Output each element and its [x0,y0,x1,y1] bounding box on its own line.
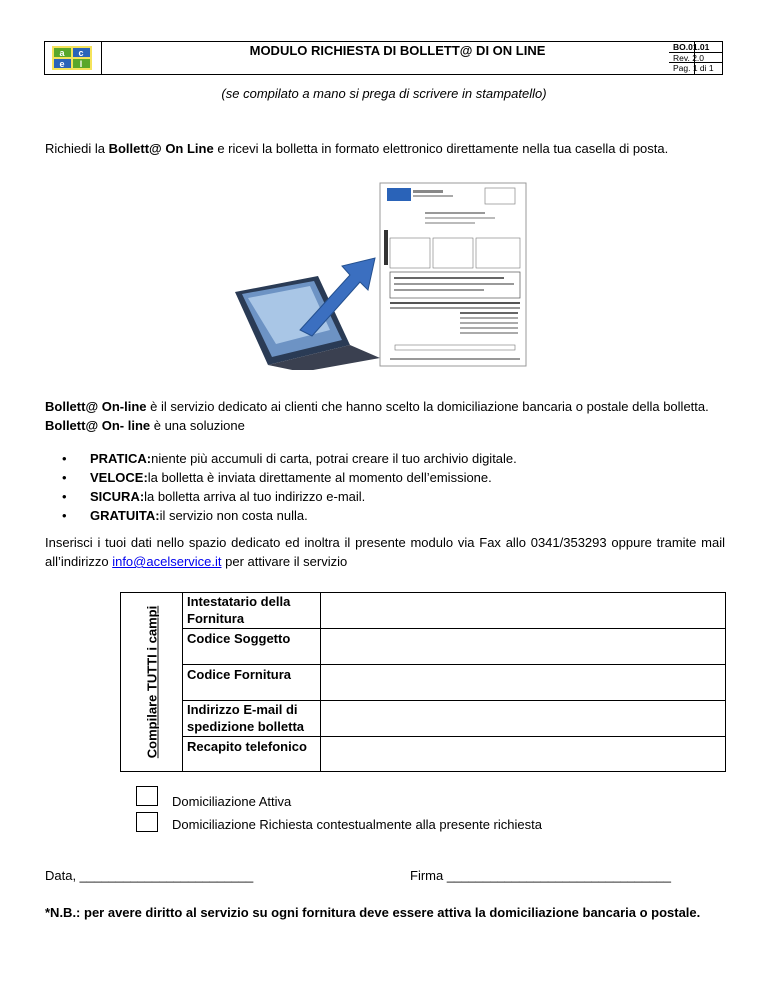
list-item: • GRATUITA: il servizio non costa nulla. [62,508,308,523]
checkbox-domiciliazione-richiesta[interactable] [136,812,158,832]
instructions-text-1: Inserisci i tuoi dati nello spazio dedicato ed inoltra il presente modulo via Fax allo 0341/353293 oppure tramite mail all’indirizzo [45,535,725,569]
intro-paragraph [45,141,668,156]
field-input-codice-soggetto[interactable] [321,629,725,665]
field-label-codice-fornitura: Codice Fornitura [183,665,321,701]
signature-field[interactable]: Firma _______________________________ [410,868,671,883]
field-input-email[interactable] [321,701,725,737]
svg-text:e: e [59,59,65,69]
intro-text-1: Richiedi la [45,141,109,156]
instructions-paragraph [45,533,725,571]
benefit-title: SICURA: [90,489,145,504]
benefits-list [62,449,517,525]
document-header [44,41,723,75]
form-side-label-cell [120,592,182,772]
field-input-intestatario[interactable] [321,593,725,629]
benefit-title: GRATUITA: [90,508,160,523]
laptop-bill-illustration [230,180,530,370]
email-link[interactable]: info@acelservice.it [112,554,222,569]
field-label-email: Indirizzo E-mail di spedizione bolletta [183,701,321,737]
list-item: • PRATICA: niente più accumuli di carta, potrai creare il tuo archivio digitale. [62,451,517,466]
field-label-telefono: Recapito telefonico [183,737,321,771]
field-input-codice-fornitura[interactable] [321,665,725,701]
instructions-text-2: per attivare il servizio [221,554,348,569]
date-field[interactable]: Data, ________________________ [45,868,254,883]
form-side-label: Compilare TUTTI i campi [144,605,159,759]
handwriting-note: (se compilato a mano si prega di scrivere in stampatello) [221,86,547,101]
benefit-title: PRATICA: [90,451,152,466]
description-bold-1: Bollett@ On-line [45,399,147,414]
acel-logo [52,46,92,70]
logo-cell [45,42,102,74]
field-label-codice-soggetto: Codice Soggetto [183,629,321,665]
description-bold-2: Bollett@ On- line [45,418,151,433]
intro-bold: Bollett@ On Line [108,141,214,156]
checkbox-label-attiva: Domiciliazione Attiva [172,794,292,809]
footnote: *N.B.: per avere diritto al servizio su ogni fornitura deve essere attiva la domiciliazione bancaria o postale. [45,905,701,920]
service-description [45,397,709,435]
intro-text-2: e ricevi la bolletta in formato elettronico direttamente nella tua casella di posta. [213,141,669,156]
document-revision: Rev. 2.0 [669,53,722,64]
description-line-1 [45,397,709,416]
description-text-1: è il servizio dedicato ai clienti che hanno scelto la domiciliazione bancaria o postale della bolletta. [146,399,709,414]
form-table [182,592,726,772]
document-code-cell [669,42,722,74]
list-item: • VELOCE: la bolletta è inviata direttamente al momento dell’emissione. [62,470,492,485]
checkbox-label-richiesta: Domiciliazione Richiesta contestualmente alla presente richiesta [172,817,542,832]
document-title: MODULO RICHIESTA DI BOLLETT@ DI ON LINE [101,42,695,74]
svg-text:a: a [59,48,65,58]
benefit-text: il servizio non costa nulla. [159,508,308,523]
benefit-text: la bolletta arriva al tuo indirizzo e-mail. [144,489,366,504]
svg-text:c: c [78,48,84,58]
bill-document-image [380,183,526,366]
checkbox-domiciliazione-attiva[interactable] [136,786,158,806]
benefit-text: niente più accumuli di carta, potrai creare il tuo archivio digitale. [151,451,517,466]
description-line-2 [45,416,709,435]
benefit-title: VELOCE: [90,470,148,485]
field-label-intestatario: Intestatario della Fornitura [183,593,321,629]
document-code: BO.01.01 [669,42,722,53]
benefit-text: la bolletta è inviata direttamente al momento dell’emissione. [147,470,492,485]
field-input-telefono[interactable] [321,737,725,771]
description-text-2: è una soluzione [150,418,245,433]
document-page: Pag. 1 di 1 [673,63,714,74]
list-item: • SICURA: la bolletta arriva al tuo indirizzo e-mail. [62,489,366,504]
svg-text:l: l [79,59,83,69]
